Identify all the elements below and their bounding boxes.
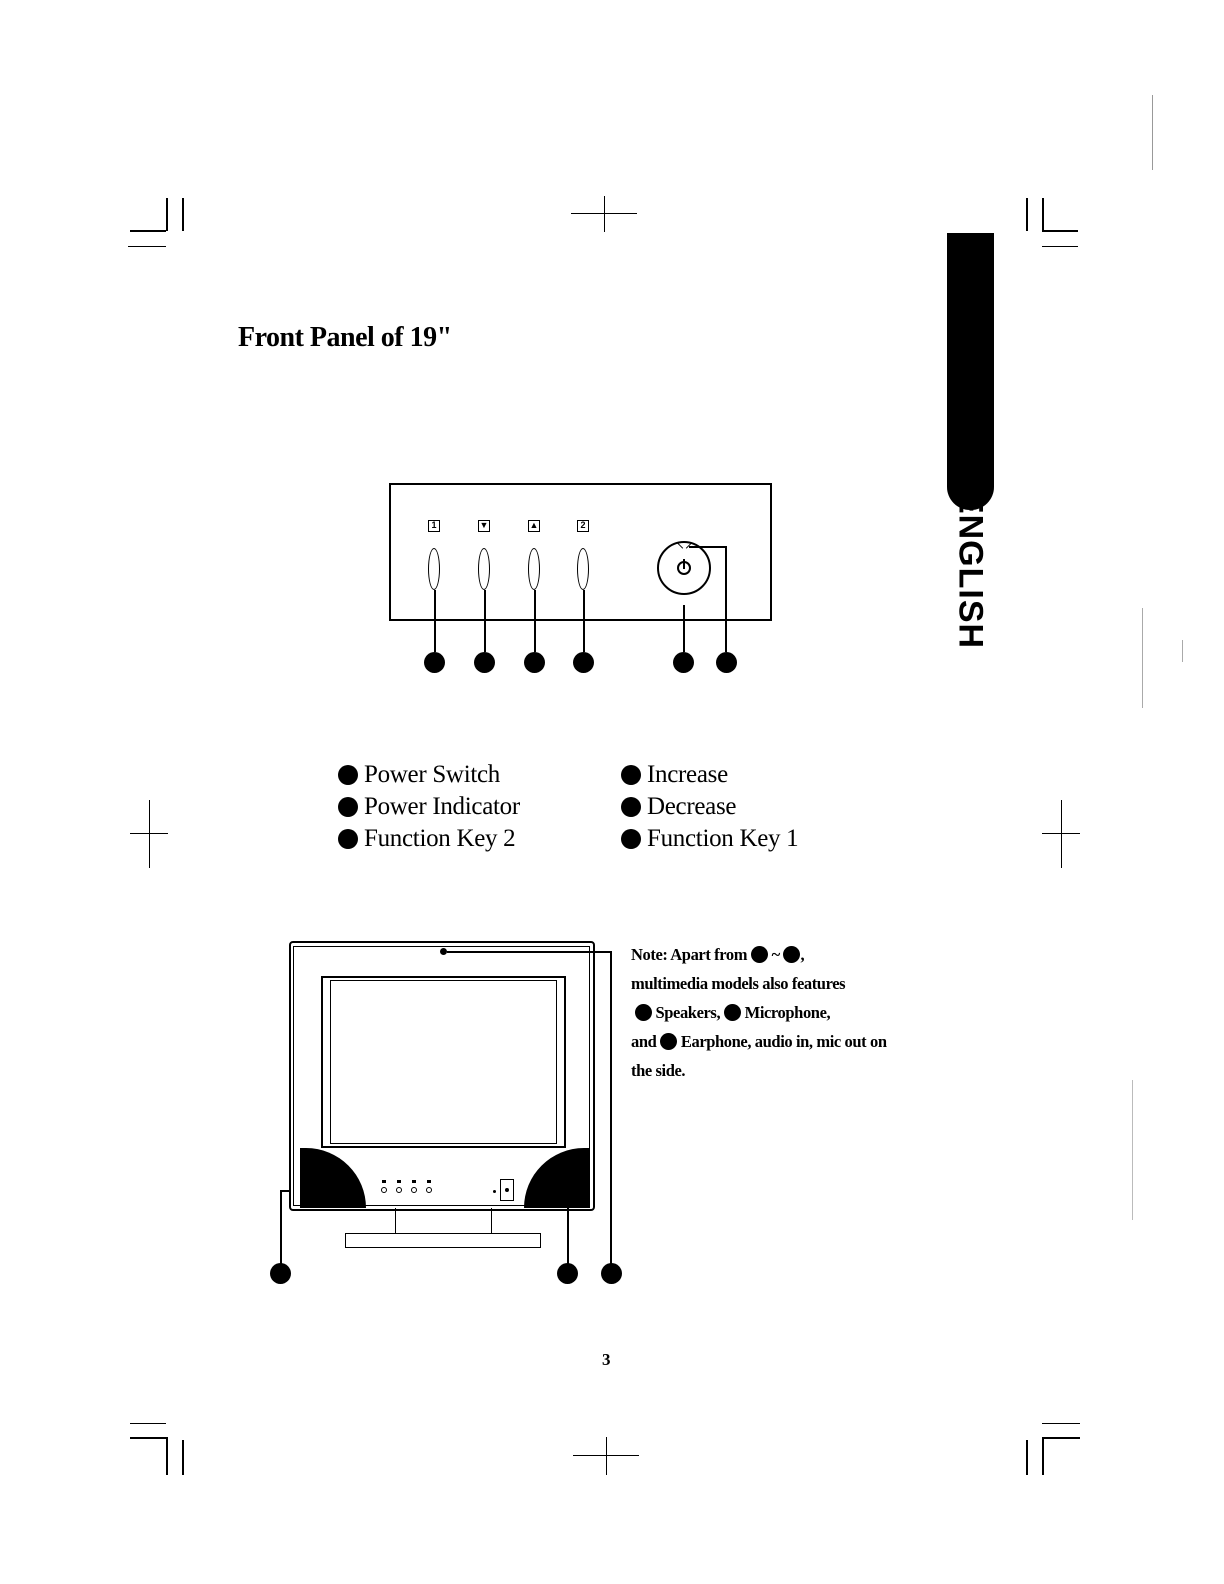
- increase-button: [528, 548, 540, 590]
- earphone-bullet-icon: [660, 1033, 677, 1050]
- bullet-icon: [621, 765, 641, 785]
- callout-marker: [573, 652, 594, 673]
- earphone-callout: [270, 1263, 291, 1284]
- callout-marker: [716, 652, 737, 673]
- microphone-callout: [601, 1263, 622, 1284]
- legend-item: Decrease: [621, 791, 798, 823]
- legend-item: Power Switch: [338, 759, 520, 791]
- bullet-icon: [621, 797, 641, 817]
- page-title: Front Panel of 19": [238, 322, 452, 353]
- callout-marker: [424, 652, 445, 673]
- language-tab: [947, 233, 994, 510]
- legend-item: Increase: [621, 759, 798, 791]
- legend-left: [338, 759, 520, 855]
- speakers-callout: [557, 1263, 578, 1284]
- multimedia-note: Note: Apart from ~ , multimedia models also features Speakers, Microphone, and Earphone, audio in, mic out on the side.: [631, 945, 887, 1080]
- function-key-1-label: 2: [577, 520, 589, 532]
- microphone-bullet-icon: [724, 1004, 741, 1021]
- callout-marker: [673, 652, 694, 673]
- decrease-button: [478, 548, 490, 590]
- function-key-2-button: [428, 548, 440, 590]
- legend-right: [621, 759, 798, 855]
- language-tab-label: ENGLISH: [951, 490, 990, 650]
- monitor-base: [345, 1233, 541, 1248]
- page-number: 3: [602, 1350, 611, 1369]
- bullet-icon: [338, 765, 358, 785]
- callout-marker: [474, 652, 495, 673]
- legend-item: Power Indicator: [338, 791, 520, 823]
- speaker-bullet-icon: [635, 1004, 652, 1021]
- bullet-icon: [751, 946, 768, 963]
- function-key-2-label: 1: [428, 520, 440, 532]
- bullet-icon: [338, 797, 358, 817]
- function-key-1-button: [577, 548, 589, 590]
- legend-item: Function Key 2: [338, 823, 520, 855]
- bullet-icon: [783, 946, 800, 963]
- legend-item: Function Key 1: [621, 823, 798, 855]
- increase-key-label: ▲: [529, 520, 539, 530]
- decrease-key-label: ▼: [479, 520, 489, 530]
- callout-marker: [524, 652, 545, 673]
- bullet-icon: [621, 829, 641, 849]
- monitor-stand: [395, 1208, 492, 1234]
- bullet-icon: [338, 829, 358, 849]
